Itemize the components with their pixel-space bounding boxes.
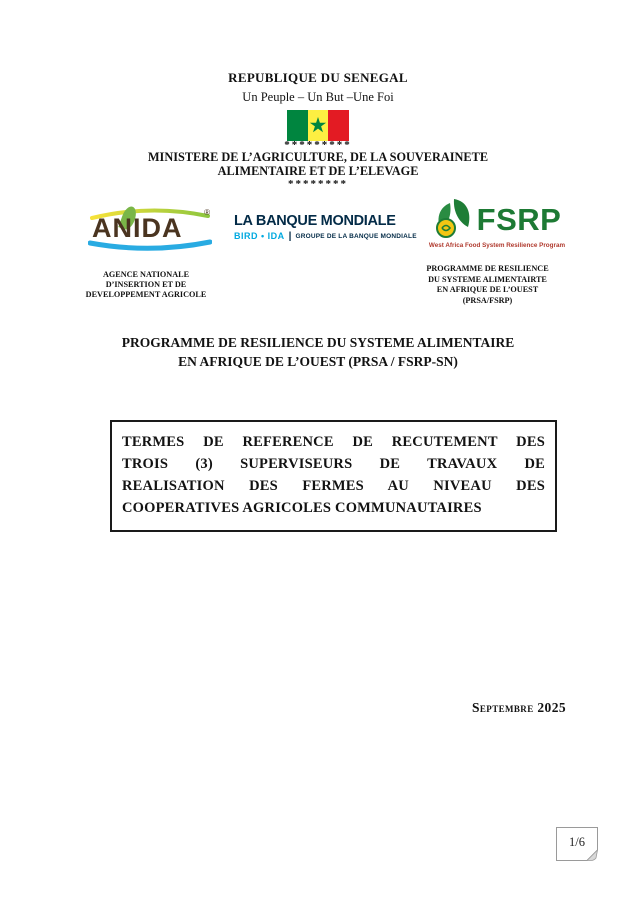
anida-org-line-2: D’INSERTION ET DE [105,280,187,289]
document-date: Septembre 2025 [472,700,566,715]
anida-org-label [71,270,221,300]
world-bank-logo [228,200,417,254]
fsrp-org-line-2: DU SYSTEME ALIMENTAIRTE [428,274,547,284]
flag-red-band [328,110,349,141]
fsrp-org-line-4: (PRSA/FSRP) [462,295,513,305]
fsrp-logo [428,198,566,256]
title-line-3: REALISATION DES FERMES AU NIVEAU DES [122,478,545,494]
document-title-box [110,420,557,532]
fsrp-org-line-3: EN AFRIQUE DE L’OUEST [436,285,539,294]
anida-wordmark: ANIDA [92,213,183,243]
anida-logo [88,202,212,254]
ministry-title [0,151,636,178]
title-line-1: TERMES DE REFERENCE DE RECUTEMENT DES [122,434,545,450]
fsrp-tagline: West Africa Food System Resilience Program [428,242,566,249]
bird-ida-label: BIRD • IDA [234,231,285,241]
program-heading-line-1: PROGRAMME DE RESILIENCE DU SYSTEME ALIMENTAIRE [121,335,515,350]
world-bank-subtitle [234,231,417,242]
flag-yellow-band [308,110,329,141]
title-line-4: COOPERATIVES AGRICOLES COMMUNAUTAIRES [122,500,482,516]
world-bank-text [234,213,417,242]
world-bank-group-label: GROUPE DE LA BANQUE MONDIALE [295,232,417,240]
registered-mark: ® [204,208,210,217]
anida-org-line-3: DEVELOPPEMENT AGRICOLE [85,290,207,299]
republic-title: REPUBLIQUE DU SENEGAL [228,70,408,85]
flag-star-icon [308,116,328,136]
world-bank-title: LA BANQUE MONDIALE [234,212,396,229]
separator-stars-bottom: ******** [288,178,348,190]
page-number: 1/6 [569,834,585,849]
title-line-2: TROIS (3) SUPERVISEURS DE TRAVAUX DE [122,456,545,472]
page-number-badge [556,827,598,861]
fsrp-org-label [410,264,565,306]
program-heading [0,333,636,371]
anida-org-line-1: AGENCE NATIONALE [102,270,190,279]
ministry-line-2: ALIMENTAIRE ET DE L’ELEVAGE [217,163,419,178]
fsrp-emblem-icon [433,198,473,240]
fsrp-wordmark: FSRP [476,201,562,237]
separator-stars-top: ********* [284,139,352,151]
flag-green-band [287,110,308,141]
world-bank-separator: | [288,230,292,242]
anida-bottom-arc-icon [88,238,212,254]
national-motto: Un Peuple – Un But –Une Foi [242,90,394,104]
senegal-flag-icon [287,110,349,141]
fsrp-org-line-1: PROGRAMME DE RESILIENCE [426,264,549,273]
program-heading-line-2: EN AFRIQUE DE L’OUEST (PRSA / FSRP-SN) [178,354,458,369]
fsrp-row [433,198,562,240]
ministry-line-1: MINISTERE DE L’AGRICULTURE, DE LA SOUVERAINETE [147,150,489,164]
